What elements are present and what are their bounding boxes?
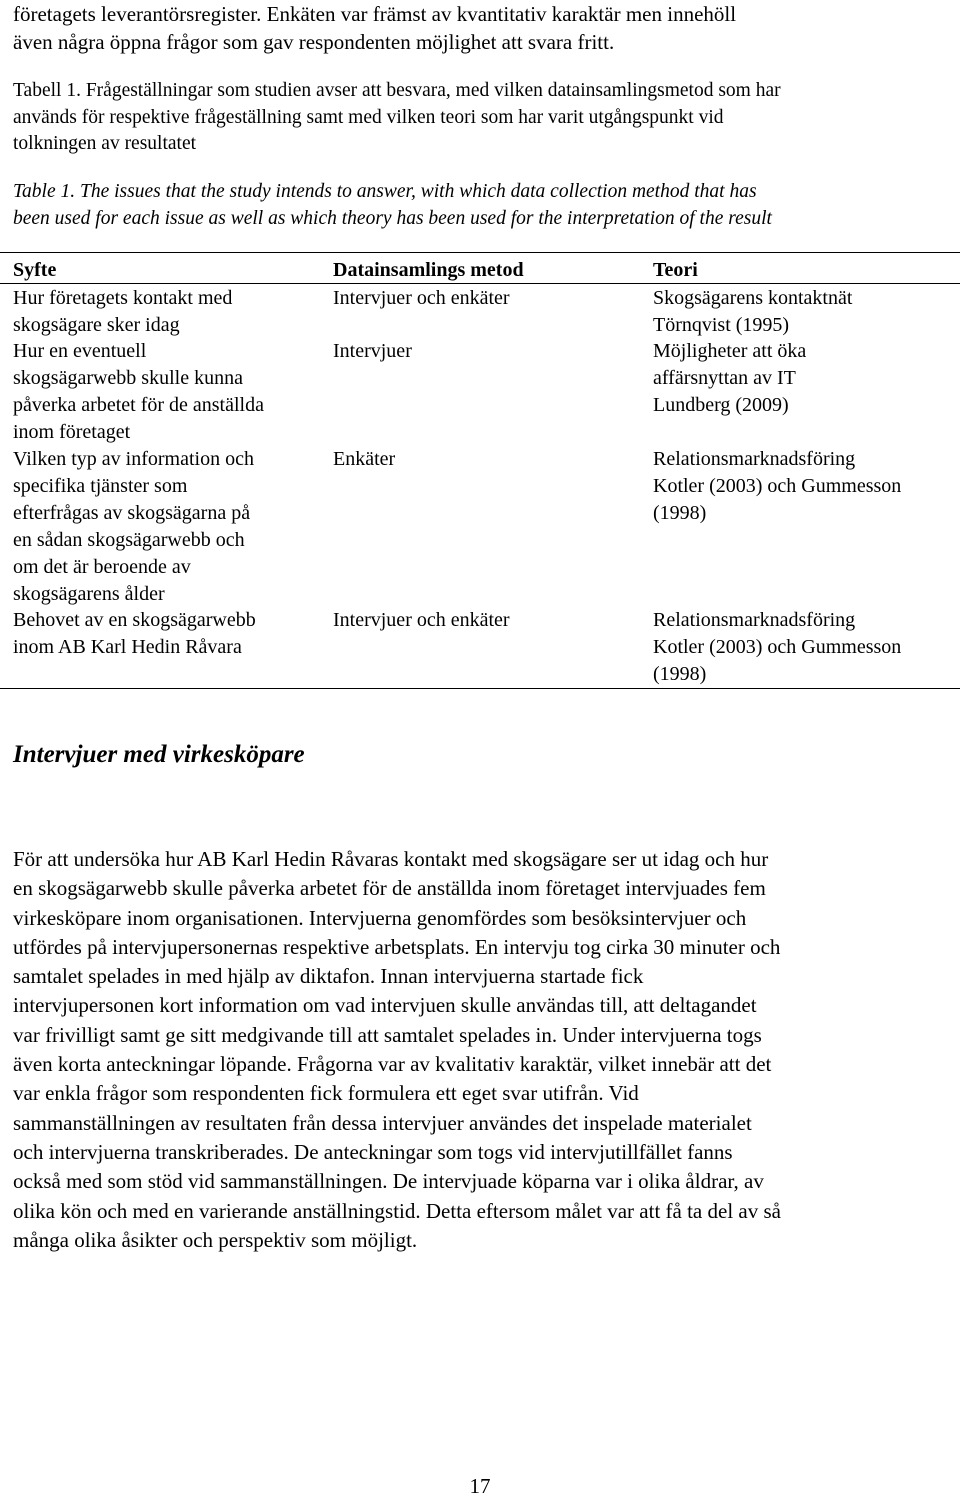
cell-line: inom AB Karl Hedin Råvara <box>13 636 242 658</box>
cell-line: affärsnyttan av IT <box>653 367 796 389</box>
table-cell-metod <box>333 607 643 634</box>
body-paragraph <box>13 845 953 1255</box>
table-cell-teori <box>653 285 958 339</box>
cell-line: skogsägarens ålder <box>13 583 165 605</box>
cell-line: Intervjuer och enkäter <box>333 609 510 631</box>
table-header-syfte: Syfte <box>13 259 57 281</box>
table-header-teori: Teori <box>653 259 698 281</box>
table-cell-metod <box>333 446 643 473</box>
body-line: var frivilligt samt ge sitt medgivande till att samtalet spelades in. Under intervjuerna togs <box>13 1022 762 1047</box>
caption-label: Table 1. <box>13 181 76 202</box>
body-line: utfördes på intervjupersonernas respektive arbetsplats. En intervju tog cirka 30 minuter och <box>13 934 781 959</box>
cell-line: inom företaget <box>13 421 131 443</box>
caption-line <box>13 178 953 205</box>
cell-line: skogsägare sker idag <box>13 314 180 336</box>
caption-line: been used for each issue as well as which theory has been used for the interpretation of the result <box>13 208 772 229</box>
cell-line: en sådan skogsägarwebb och <box>13 529 245 551</box>
body-line: intervjupersonen kort information om vad intervjuen skulle användas till, att deltagandet <box>13 993 757 1018</box>
cell-line: påverka arbetet för de anställda <box>13 394 264 416</box>
cell-line: specifika tjänster som <box>13 475 188 497</box>
body-line: För att undersöka hur AB Karl Hedin Råvaras kontakt med skogsägare ser ut idag och hur <box>13 847 769 871</box>
cell-line: Hur en eventuell <box>13 340 147 362</box>
table-caption-english <box>13 178 953 232</box>
cell-line: efterfrågas av skogsägarna på <box>13 502 251 524</box>
table-cell-teori <box>653 607 958 688</box>
cell-line: Vilken typ av information och <box>13 448 254 470</box>
table-top-rule <box>0 252 960 253</box>
cell-line: Skogsägarens kontaktnät <box>653 287 853 309</box>
cell-line: Intervjuer <box>333 340 412 362</box>
cell-line: Kotler (2003) och Gummesson <box>653 636 902 658</box>
caption-line: tolkningen av resultatet <box>13 133 197 154</box>
cell-line: Lundberg (2009) <box>653 394 789 416</box>
cell-line: (1998) <box>653 502 707 524</box>
body-line: även korta anteckningar löpande. Frågorna var av kvalitativ karaktär, vilket innebär att det <box>13 1052 772 1077</box>
intro-line: även några öppna frågor som gav respondenten möjlighet att svara fritt. <box>13 30 615 54</box>
cell-line: (1998) <box>653 663 707 685</box>
cell-line: Intervjuer och enkäter <box>333 287 510 309</box>
body-line: en skogsägarwebb skulle påverka arbetet för de anställda inom företaget intervjuades fem <box>13 876 766 901</box>
cell-line: Möjligheter att öka <box>653 340 807 362</box>
body-line: virkesköpare inom organisationen. Intervjuerna genomfördes som besöksintervjuer och <box>13 905 747 930</box>
cell-line: skogsägarwebb skulle kunna <box>13 367 243 389</box>
body-line: olika kön och med en varierande anställningstid. Detta eftersom målet var att få ta del av så <box>13 1198 781 1223</box>
body-line: och intervjuerna transkriberades. De anteckningar som togs vid intervjutillfället fanns <box>13 1139 733 1164</box>
cell-line: Relationsmarknadsföring <box>653 609 856 631</box>
cell-line: Behovet av en skogsägarwebb <box>13 609 256 631</box>
caption-line: används för respektive frågeställning samt med vilken teori som har varit utgångspunkt vid <box>13 106 724 128</box>
table-bottom-rule <box>0 688 960 689</box>
section-heading: Intervjuer med virkesköpare <box>13 741 305 768</box>
body-line: sammanställningen av resultaten från dessa intervjuer användes det inspelade materialet <box>13 1110 752 1135</box>
table-caption-swedish <box>13 78 953 158</box>
caption-text: The issues that the study intends to answer, with which data collection method that has <box>80 181 757 202</box>
table-cell-syfte <box>13 338 323 446</box>
table-header-metod: Datainsamlings metod <box>333 259 524 281</box>
intro-paragraph <box>13 0 953 56</box>
table-cell-syfte <box>13 285 323 339</box>
table-cell-syfte <box>13 446 323 608</box>
table-cell-teori <box>653 446 958 527</box>
body-line: också med som stöd vid sammanställningen. De intervjuade köparna var i olika åldrar, av <box>13 1169 764 1194</box>
cell-line: Hur företagets kontakt med <box>13 287 233 309</box>
cell-line: Relationsmarknadsföring <box>653 448 856 470</box>
caption-line: Tabell 1. Frågeställningar som studien avser att besvara, med vilken datainsamlingsmetod som har <box>13 80 781 101</box>
cell-line: om det är beroende av <box>13 556 191 578</box>
intro-line: företagets leverantörsregister. Enkäten var främst av kvantitativ karaktär men innehöll <box>13 2 737 26</box>
table-cell-metod <box>333 338 643 365</box>
table-cell-teori <box>653 338 958 419</box>
body-line: många olika åsikter och perspektiv som möjligt. <box>13 1227 418 1252</box>
table-cell-syfte <box>13 607 323 661</box>
cell-line: Kotler (2003) och Gummesson <box>653 475 902 497</box>
cell-line: Törnqvist (1995) <box>653 314 790 336</box>
body-line: samtalet spelades in med hjälp av diktafon. Innan intervjuerna startade fick <box>13 964 644 989</box>
page-number: 17 <box>469 1474 491 1498</box>
cell-line: Enkäter <box>333 448 396 470</box>
table-cell-metod <box>333 285 643 312</box>
body-line: var enkla frågor som respondenten fick formulera ett eget svar utifrån. Vid <box>13 1081 639 1106</box>
table-header-rule <box>0 283 960 284</box>
